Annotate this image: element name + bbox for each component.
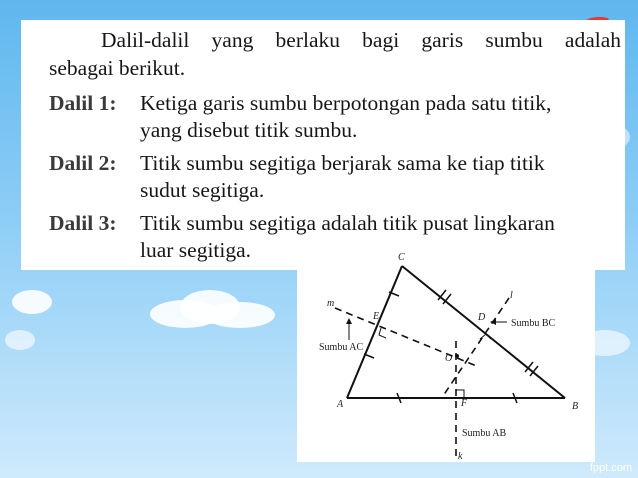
arrowhead [490, 319, 496, 325]
theorem-line: Titik sumbu segitiga berjarak sama ke tiap titik [140, 151, 545, 175]
point-e-label: E [373, 311, 380, 322]
circumcenter-point [455, 354, 459, 358]
theorem-label: Dalil 2: [49, 151, 117, 175]
arrowhead [346, 318, 352, 324]
theorem-label: Dalil 1: [49, 91, 117, 115]
theorem-label: Dalil 3: [49, 211, 117, 235]
cloud-decoration [205, 302, 275, 328]
line-m-label: m [327, 298, 335, 309]
right-angle-mark [379, 328, 386, 338]
bisector-bc [443, 298, 509, 396]
theorem-line: Titik sumbu segitiga adalah titik pusat lingkaran [140, 211, 555, 235]
cloud-decoration [5, 330, 35, 350]
theorem-body [140, 90, 614, 144]
cloud-decoration [12, 290, 52, 314]
side-bc [402, 266, 565, 398]
theorem-line: sudut segitiga. [140, 178, 265, 202]
line-l-label: l [510, 290, 513, 301]
intro-paragraph [49, 26, 621, 82]
point-f-label: F [461, 398, 468, 409]
intro-line-1: Dalil-dalil yang berlaku bagi garis sumbu adalah [101, 28, 621, 52]
intro-line-2: sebagai berikut. [49, 56, 186, 80]
theorem-line: Ketiga garis sumbu berpotongan pada satu titik, [140, 91, 552, 115]
theorem-text-box [21, 20, 625, 270]
vertex-c-label: C [398, 252, 405, 263]
theorem-line: luar segitiga. [140, 238, 252, 262]
theorem-body [140, 150, 614, 204]
point-d-label: D [478, 312, 486, 323]
sumbu-ac-label: Sumbu AC [319, 342, 364, 353]
vertex-a-label: A [337, 399, 344, 410]
vertex-b-label: B [572, 401, 579, 412]
bisector-ac [335, 308, 479, 367]
brand-watermark: fppt.com [589, 462, 632, 474]
triangle-perpendicular-bisector-diagram [297, 246, 595, 462]
sumbu-ab-label: Sumbu AB [462, 428, 507, 439]
point-o-label: O [445, 353, 453, 364]
right-angle-mark [456, 390, 464, 398]
diagram-svg [297, 246, 595, 462]
line-k-label: k [458, 451, 463, 462]
theorem-line: yang disebut titik sumbu. [140, 118, 358, 142]
sumbu-bc-label: Sumbu BC [511, 318, 556, 329]
